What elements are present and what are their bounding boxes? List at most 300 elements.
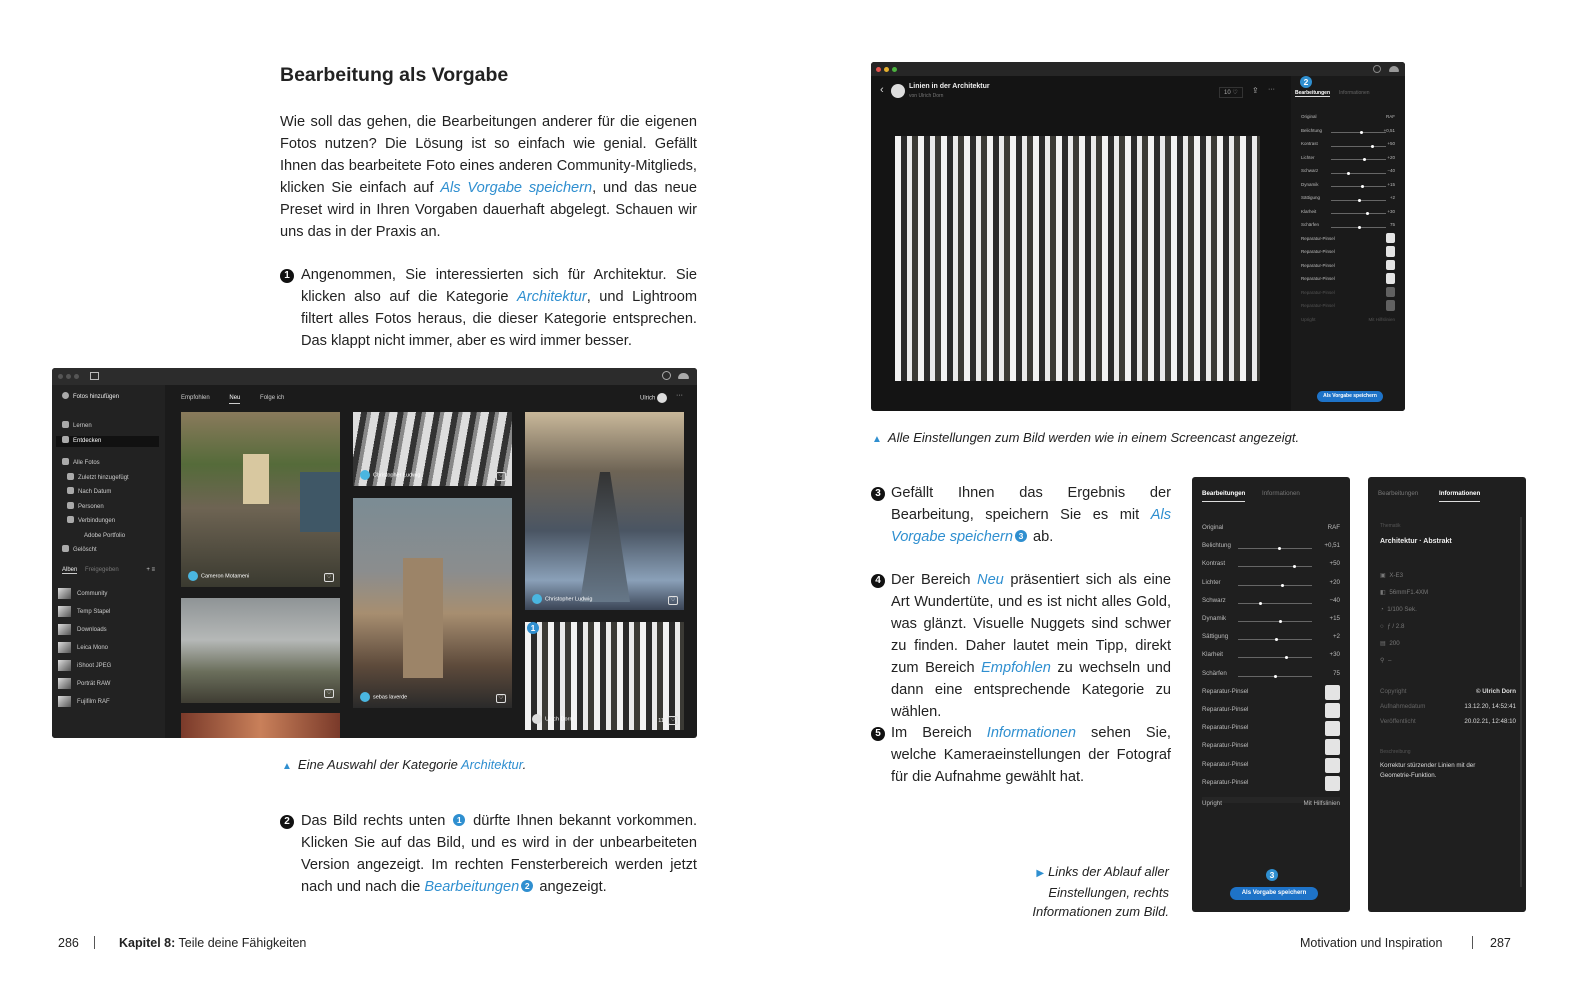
slider-track[interactable]	[1331, 173, 1386, 174]
slider-knob[interactable]	[1358, 226, 1361, 229]
brush-swatch[interactable]	[1386, 260, 1395, 271]
edit-label: Reparatur-Pinsel	[1301, 235, 1335, 241]
slider-knob[interactable]	[1366, 212, 1369, 215]
album-label: Temp Stapel	[77, 609, 111, 616]
edit-row-upright	[1202, 797, 1340, 807]
edit-slider-row	[1202, 670, 1340, 688]
slider-track[interactable]	[1331, 146, 1386, 147]
text-run: ab.	[1028, 529, 1054, 545]
window-zoom-dot[interactable]	[74, 374, 79, 379]
text-run: Das Bild rechts unten	[301, 813, 452, 829]
edits-panel-large	[1192, 477, 1350, 912]
edit-brush-row	[1301, 249, 1395, 263]
edit-label: Klarheit	[1202, 651, 1223, 659]
album-item[interactable]	[58, 642, 159, 653]
inline-link[interactable]: Informationen	[986, 725, 1077, 741]
more-menu-button[interactable]: ···	[1268, 86, 1275, 93]
edit-label: Reparatur-Pinsel	[1301, 276, 1335, 281]
edit-label: Reparatur-Pinsel	[1301, 289, 1335, 295]
sidebar-item-entdecken[interactable]	[56, 436, 159, 447]
callout-badge: 3	[1015, 530, 1027, 542]
slider-track[interactable]	[1331, 227, 1386, 228]
sidebar-item-label: Alle Fotos	[73, 460, 100, 466]
brush-swatch[interactable]	[1325, 758, 1340, 773]
timer-icon: ◔	[1380, 606, 1384, 613]
edit-label: Klarheit	[1301, 208, 1317, 214]
slider-track[interactable]	[1238, 639, 1312, 640]
heart-icon[interactable]: ♡	[324, 689, 334, 698]
add-album-icon[interactable]: + ≡	[146, 567, 155, 573]
meta-value: © Ulrich Dorn	[1476, 688, 1516, 695]
folder-icon	[67, 473, 74, 480]
album-item[interactable]	[58, 606, 159, 617]
edit-slider-row	[1301, 195, 1395, 209]
callout-badge: 2	[1300, 76, 1312, 88]
edit-value: +0,51	[1324, 542, 1340, 550]
page-number-right: 287	[1490, 936, 1511, 950]
heart-icon[interactable]: ♡	[324, 573, 334, 582]
cloud-icon[interactable]	[1389, 66, 1399, 72]
edit-value: +50	[1329, 560, 1340, 568]
sidebar-item-library[interactable]	[62, 473, 159, 484]
text-run: präsentiert sich als eine Art Wundertüte, und es ist nicht alles Gold, was glänzt. Visuelle Nuggets sind schwer zu finden. Daher lautet mein Tipp, direkt zum Bereich	[891, 572, 1172, 676]
edit-slider-row	[1202, 560, 1340, 578]
edit-label: Belichtung	[1301, 127, 1323, 133]
edit-slider-row	[1202, 579, 1340, 597]
title-bar	[52, 368, 697, 385]
edit-value: +2	[1332, 633, 1340, 641]
text-run: , und Lightroom filtert alles Fotos heraus, die dieser Kategorie entsprechen. Das klappt nicht immer, aber es wird immer besser.	[301, 289, 697, 349]
feed-tabs	[181, 395, 284, 401]
photo-sea	[300, 472, 340, 532]
edit-label: Schärfen	[1301, 222, 1320, 227]
triangle-up-icon: ▲	[872, 434, 882, 445]
step-2-text	[301, 810, 697, 898]
edit-value: −40	[1329, 596, 1340, 604]
brush-swatch[interactable]	[1386, 300, 1395, 311]
window-zoom-dot[interactable]	[892, 67, 897, 72]
inline-link[interactable]: Empfohlen	[981, 660, 1051, 676]
edit-slider-row	[1301, 209, 1395, 223]
photo-card[interactable]	[353, 412, 512, 486]
edit-label: Lichter	[1301, 154, 1315, 160]
sidebar-item-library[interactable]	[62, 516, 159, 527]
folder-icon	[62, 545, 69, 552]
help-icon[interactable]	[662, 371, 671, 380]
slider-knob[interactable]	[1259, 602, 1262, 605]
author-avatar	[891, 84, 905, 98]
heart-icon[interactable]: ♡	[496, 472, 506, 481]
brush-swatch[interactable]	[1386, 233, 1395, 244]
tab-folge-ich[interactable]: Folge ich	[260, 395, 285, 401]
topic-value: Architektur · Abstrakt	[1380, 538, 1452, 545]
edit-brush-row	[1202, 706, 1340, 724]
photo-escalator	[580, 472, 630, 602]
window-minimize-dot[interactable]	[66, 374, 71, 379]
edit-label: Reparatur-Pinsel	[1301, 303, 1335, 308]
aperture-icon: ○	[1380, 623, 1384, 630]
tab-alben[interactable]: Alben	[62, 567, 78, 573]
sidebar-item-lernen[interactable]	[62, 421, 159, 432]
sidebar-item-label: Personen	[78, 503, 104, 510]
text-run: Im Bereich	[891, 725, 987, 741]
edit-value: RAF	[1327, 524, 1340, 531]
meta-value: 20.02.21, 12:48:10	[1464, 718, 1516, 725]
title-bar	[871, 62, 1405, 76]
description-label: Beschreibung	[1380, 749, 1411, 755]
inline-link[interactable]: Architektur	[460, 757, 523, 772]
slider-knob[interactable]	[1281, 584, 1284, 587]
step-number-2: 2	[280, 815, 294, 829]
brush-swatch[interactable]	[1325, 776, 1340, 791]
edit-value: +50	[1387, 141, 1395, 146]
slider-knob[interactable]	[1361, 185, 1364, 188]
meta-row	[1380, 703, 1516, 710]
meta-label: Aufnahmedatum	[1380, 703, 1426, 710]
edit-value: 75	[1333, 669, 1340, 677]
tab-freigegeben[interactable]: Freigegeben	[85, 567, 119, 573]
slider-knob[interactable]	[1358, 199, 1361, 202]
sidebar-toggle-icon[interactable]	[90, 372, 99, 380]
album-label: Porträt RAW	[77, 681, 111, 688]
edit-value: +2	[1389, 195, 1395, 200]
edit-brush-row	[1301, 236, 1395, 250]
step-1-text	[301, 264, 697, 352]
slider-track[interactable]	[1238, 603, 1312, 604]
footer-divider	[94, 936, 95, 949]
step-5-text	[891, 722, 1171, 788]
meta-row	[1380, 688, 1516, 695]
edit-value: +30	[1329, 651, 1340, 659]
edit-slider-row	[1202, 597, 1340, 615]
album-item[interactable]	[58, 660, 159, 671]
inline-link[interactable]: Als Vorgabe speichern	[891, 507, 1171, 545]
edit-slider-row	[1202, 615, 1340, 633]
edit-brush-row	[1301, 303, 1395, 317]
folder-icon	[67, 502, 74, 509]
edit-label: Reparatur-Pinsel	[1202, 724, 1249, 732]
tab-informationen[interactable]: Informationen	[1339, 90, 1370, 96]
photo-author: Cameron Motameni	[188, 571, 249, 581]
edit-label: Reparatur-Pinsel	[1202, 706, 1249, 713]
edit-label: Reparatur-Pinsel	[1301, 249, 1335, 254]
album-item[interactable]	[58, 696, 159, 707]
back-button[interactable]: ‹	[880, 84, 884, 96]
edit-brush-row	[1202, 761, 1340, 779]
brush-swatch[interactable]	[1386, 273, 1395, 284]
edit-value: +15	[1387, 181, 1395, 187]
brush-swatch[interactable]	[1325, 739, 1340, 754]
album-item[interactable]	[58, 678, 159, 689]
brush-swatch[interactable]	[1386, 246, 1395, 257]
slider-knob[interactable]	[1274, 675, 1277, 678]
brush-swatch[interactable]	[1325, 703, 1340, 718]
intro-paragraph	[280, 111, 697, 243]
section-heading: Bearbeitung als Vorgabe	[280, 64, 509, 86]
edit-label: Original	[1202, 524, 1224, 531]
edit-brush-row	[1202, 742, 1340, 760]
text-run: , und das neue Preset wird in Ihren Vorgaben dauerhaft abgelegt. Schauen wir uns das in der Praxis an.	[280, 180, 698, 240]
heart-icon[interactable]: ♡	[496, 694, 506, 703]
shutter-row: ◔ 1/100 Sek.	[1380, 606, 1417, 613]
figure-caption-left	[282, 757, 526, 772]
text-run: Der Bereich	[891, 572, 978, 588]
heart-icon[interactable]: ♡	[668, 716, 678, 725]
edit-value: +20	[1387, 154, 1395, 160]
edit-brush-row	[1301, 263, 1395, 277]
slider-track[interactable]	[1331, 159, 1386, 160]
album-label: Community	[77, 591, 108, 598]
text-run: .	[522, 757, 527, 772]
inline-link[interactable]: Als Vorgabe speichern	[440, 180, 593, 196]
photo-card[interactable]	[181, 713, 340, 738]
brush-swatch[interactable]	[1325, 685, 1340, 700]
edit-label: Dynamik	[1202, 615, 1227, 622]
window-close-dot[interactable]	[58, 374, 63, 379]
brush-swatch[interactable]	[1386, 287, 1395, 298]
slider-track[interactable]	[1331, 213, 1386, 214]
share-icon[interactable]: ⇪	[1252, 86, 1259, 95]
edit-label: Belichtung	[1202, 542, 1231, 550]
photo-author: Ulrich Dorn	[532, 714, 573, 724]
triangle-right-icon: ▶	[1036, 868, 1045, 879]
callout-badge: 2	[521, 880, 533, 892]
edit-label: Upright	[1202, 800, 1222, 807]
text-run: Eine Auswahl der Kategorie	[297, 757, 461, 772]
window-close-dot[interactable]	[876, 67, 881, 72]
edit-brush-row	[1202, 688, 1340, 706]
album-item[interactable]	[58, 588, 159, 599]
step-number-3: 3	[871, 487, 885, 501]
edit-slider-row	[1301, 168, 1395, 182]
edit-label: Lichter	[1202, 578, 1221, 586]
edit-label: Sättigung	[1202, 633, 1229, 641]
step-number-5: 5	[871, 727, 885, 741]
inline-link[interactable]: Bearbeitungen	[424, 879, 520, 895]
sidebar-item-library[interactable]	[62, 545, 159, 556]
tab-empfohlen[interactable]: Empfohlen	[181, 395, 210, 401]
sidebar-item-library[interactable]	[62, 487, 159, 498]
edit-label: Reparatur-Pinsel	[1301, 262, 1335, 268]
slider-knob[interactable]	[1285, 656, 1288, 659]
slider-knob[interactable]	[1347, 172, 1350, 175]
iso-icon: ▤	[1380, 640, 1386, 647]
edit-value: RAF	[1386, 114, 1395, 119]
discover-screenshot	[52, 368, 697, 738]
plus-icon	[62, 392, 69, 399]
camera-row: ▣ X-E3	[1380, 572, 1404, 579]
detail-screenshot	[871, 62, 1405, 411]
main-photo[interactable]	[895, 136, 1260, 381]
photo-author: Christopher Ludwig	[532, 594, 592, 604]
tab-bearbeitungen[interactable]: Bearbeitungen	[1202, 490, 1245, 502]
tab-neu[interactable]: Neu	[229, 395, 240, 404]
edit-slider-row	[1301, 222, 1395, 236]
lens-row: ◧ 56mmF1.4XM	[1380, 589, 1429, 596]
photo-card[interactable]	[525, 412, 684, 610]
topic-label: Thematik	[1380, 523, 1401, 529]
sidebar-item-label: Entdecken	[73, 438, 102, 444]
edit-slider-row	[1301, 141, 1395, 155]
text-run: Angenommen, Sie interessierten sich für Architektur. Sie klicken also auf die Kategorie	[301, 267, 697, 305]
step-4-text	[891, 569, 1171, 723]
user-menu[interactable]: Ulrich	[640, 393, 667, 403]
cloud-icon[interactable]	[678, 373, 689, 379]
album-label: Downloads	[77, 627, 107, 634]
slider-knob[interactable]	[1279, 620, 1282, 623]
edits-panel	[1291, 76, 1405, 411]
sidebar-item-library[interactable]	[62, 502, 159, 513]
help-icon[interactable]	[1373, 65, 1381, 73]
sidebar	[52, 385, 165, 738]
more-menu-button[interactable]: ···	[676, 392, 683, 399]
edit-brush-row	[1301, 276, 1395, 290]
slider-track[interactable]	[1331, 132, 1386, 133]
page-number-left: 286	[58, 936, 79, 950]
like-count: 11	[658, 718, 664, 724]
album-thumbnail	[58, 642, 71, 653]
edit-brush-row	[1202, 724, 1340, 742]
edit-label: Schwarz	[1301, 168, 1319, 173]
text-run: Gefällt Ihnen das Ergebnis der Bearbeitung, speichern Sie es mit	[891, 485, 1171, 523]
meta-label: Copyright	[1380, 688, 1407, 695]
edit-label: Reparatur-Pinsel	[1202, 778, 1249, 786]
edit-brush-row	[1202, 779, 1340, 797]
edit-slider-row	[1301, 182, 1395, 196]
slider-knob[interactable]	[1363, 158, 1366, 161]
edit-slider-row	[1202, 633, 1340, 651]
slider-track[interactable]	[1238, 621, 1312, 622]
iso-row: ▤ 200	[1380, 640, 1400, 647]
edit-value: +20	[1329, 578, 1340, 586]
album-thumbnail	[58, 624, 71, 635]
sidebar-item-library[interactable]	[62, 531, 159, 542]
tab-bearbeitungen[interactable]: Bearbeitungen	[1378, 490, 1419, 497]
album-item[interactable]	[58, 624, 159, 635]
heart-icon[interactable]: ♡	[668, 596, 678, 605]
album-tabs	[62, 565, 159, 576]
photo-building	[243, 454, 269, 504]
footer-divider	[1472, 936, 1473, 949]
album-thumbnail	[58, 678, 71, 689]
edit-brush-row	[1301, 290, 1395, 304]
tab-informationen[interactable]: Informationen	[1262, 490, 1300, 497]
edit-value: +0,51	[1383, 127, 1395, 133]
edit-slider-row	[1301, 155, 1395, 169]
slider-knob[interactable]	[1293, 565, 1296, 568]
slider-track[interactable]	[1331, 186, 1386, 187]
brush-swatch[interactable]	[1325, 721, 1340, 736]
edit-slider-row	[1202, 651, 1340, 669]
photo-card[interactable]	[353, 498, 512, 708]
text-run: sehen Sie, welche Kameraeinstellungen der Fotograf für die Aufnahme gewählt hat.	[891, 725, 1171, 785]
album-thumbnail	[58, 606, 71, 617]
scrollbar[interactable]	[1520, 517, 1522, 887]
triangle-up-icon: ▲	[282, 761, 292, 772]
edit-label: Schwarz	[1202, 596, 1226, 604]
sidebar-item-library[interactable]	[62, 458, 159, 469]
album-label: Leica Mono	[77, 645, 109, 652]
inline-link[interactable]: Architektur	[517, 289, 587, 305]
slider-track[interactable]	[1238, 585, 1312, 586]
save-as-preset-button[interactable]: Als Vorgabe speichern	[1317, 391, 1383, 402]
compass-icon	[62, 436, 69, 443]
lightbulb-icon	[62, 421, 69, 428]
slider-knob[interactable]	[1360, 131, 1363, 134]
meta-label: Veröffentlicht	[1380, 718, 1416, 725]
running-head-right: Motivation und Inspiration	[1300, 936, 1443, 950]
edit-label: Upright	[1301, 316, 1316, 322]
album-label: iShoot JPEG	[77, 663, 112, 670]
meta-value: 13.12.20, 14:52:41	[1464, 703, 1516, 710]
slider-knob[interactable]	[1371, 145, 1374, 148]
figure-caption-right: ▲ Alle Einstellungen zum Bild werden wie in einem Screencast angezeigt.	[872, 430, 1300, 445]
meta-row	[1380, 718, 1516, 725]
step-number-1: 1	[280, 269, 294, 283]
inline-link[interactable]: Neu	[977, 572, 1004, 588]
folder-icon	[67, 487, 74, 494]
edit-label: Reparatur-Pinsel	[1202, 687, 1249, 695]
photo-author: sebas laverde	[360, 692, 407, 702]
description-text: Korrektur stürzender Linien mit der Geometrie-Funktion.	[1380, 762, 1476, 779]
location-row: ⚲ –	[1380, 657, 1392, 664]
callout-badge: 3	[1266, 869, 1278, 881]
window-minimize-dot[interactable]	[884, 67, 889, 72]
slider-track[interactable]	[1238, 566, 1312, 567]
photo-card[interactable]	[181, 412, 340, 587]
edit-label: Original	[1301, 114, 1317, 119]
location-pin-icon: ⚲	[1380, 657, 1385, 664]
aperture-row: ○ ƒ / 2.8	[1380, 623, 1405, 630]
slider-track[interactable]	[1238, 676, 1312, 677]
slider-track[interactable]	[1238, 657, 1312, 658]
sidebar-item-label: Zuletzt hinzugefügt	[78, 474, 129, 481]
edit-value: −40	[1387, 168, 1395, 173]
tab-informationen[interactable]: Informationen	[1439, 490, 1480, 502]
text-run: angezeigt.	[535, 879, 607, 895]
step-3-text	[891, 482, 1171, 548]
photo-card-selected[interactable]	[525, 622, 684, 730]
edit-label: Reparatur-Pinsel	[1202, 742, 1249, 750]
edit-label: Reparatur-Pinsel	[1202, 760, 1249, 768]
slider-track[interactable]	[1238, 548, 1312, 549]
text-run: Wie soll das gehen, die Bearbeitungen anderer für die eigenen Fotos nutzen? Die Lösung ist so einfach wie genial. Gefällt Ihnen das bearbeitete Foto eines anderen Community-Mitglieds, klicken Sie einfach auf	[280, 114, 697, 196]
edit-label: Kontrast	[1301, 141, 1318, 146]
photo-card[interactable]	[181, 598, 340, 703]
add-photos-button[interactable]: Fotos hinzufügen	[62, 392, 159, 403]
info-panel	[1368, 477, 1526, 912]
save-as-preset-button[interactable]: Als Vorgabe speichern	[1230, 887, 1318, 900]
slider-knob[interactable]	[1275, 638, 1278, 641]
sidebar-item-label: Nach Datum	[78, 489, 112, 495]
slider-knob[interactable]	[1278, 547, 1281, 550]
running-head-left: Kapitel 8: Teile deine Fähigkeiten	[119, 936, 307, 950]
sidebar-item-label: Verbindungen	[78, 518, 116, 524]
edit-value: Mit Hilfslinien	[1368, 316, 1395, 322]
photo-author: Christopher Ludwig	[360, 470, 420, 480]
album-thumbnail	[58, 660, 71, 671]
tab-bearbeitungen[interactable]: Bearbeitungen	[1295, 90, 1331, 96]
sidebar-item-label: Lernen	[73, 423, 92, 429]
folder-icon	[62, 458, 69, 465]
like-button[interactable]: 10 ♡	[1219, 87, 1243, 98]
slider-track[interactable]	[1331, 200, 1386, 201]
photo-subtitle: von Ulrich Dorn	[909, 93, 944, 99]
callout-badge: 1	[527, 622, 539, 634]
edit-value: Mit Hilfslinien	[1303, 800, 1340, 807]
album-thumbnail	[58, 588, 71, 599]
edit-label: Sättigung	[1301, 195, 1321, 200]
